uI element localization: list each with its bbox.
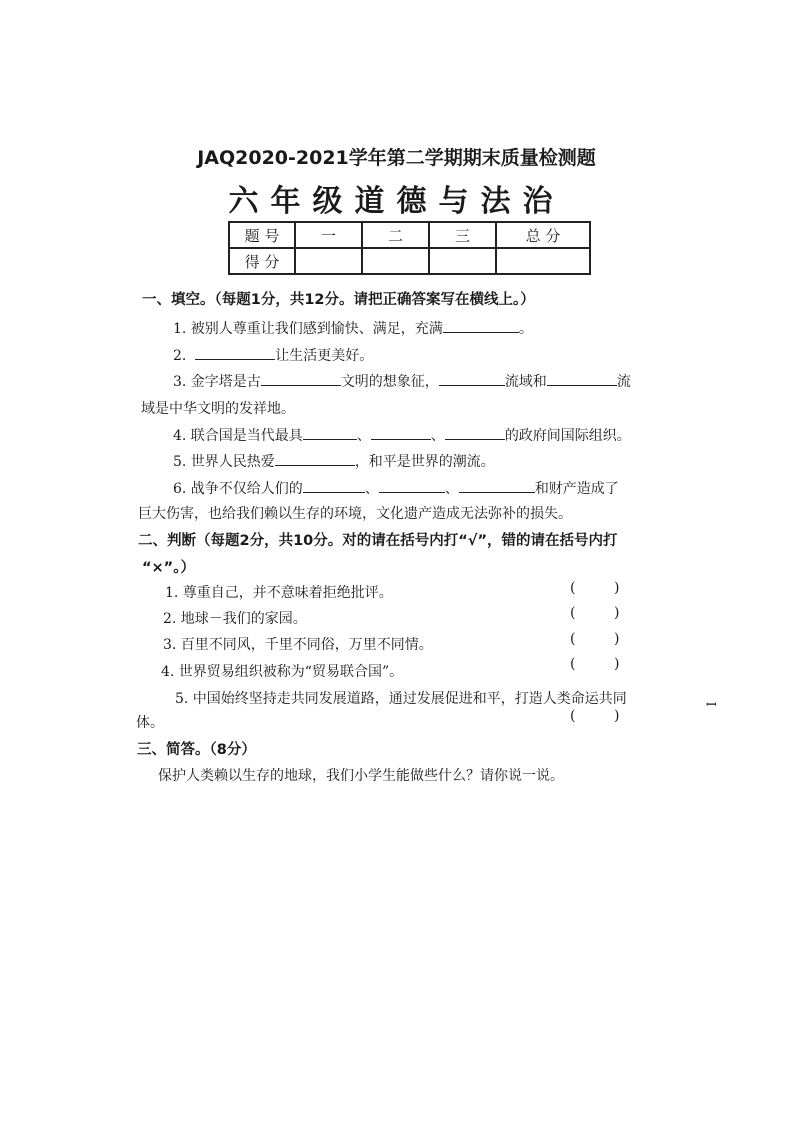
question-text: 的政府间国际组织。 — [504, 428, 631, 444]
question-text: 1. 被别人尊重让我们感到愉快、满足，充满 — [173, 321, 443, 337]
score-cell: 总 分 — [496, 222, 590, 248]
separator: 、 — [430, 428, 445, 444]
score-cell: 题 号 — [229, 222, 295, 248]
answer-parentheses[interactable] — [570, 656, 619, 672]
question-text: 3. 金字塔是古 — [173, 374, 261, 390]
question-text: ，和平是世界的潮流。 — [354, 454, 495, 470]
score-table-score-row — [229, 248, 590, 274]
score-input-cell[interactable] — [362, 248, 429, 274]
score-cell: 二 — [362, 222, 429, 248]
score-input-cell[interactable] — [496, 248, 590, 274]
fill-question-6-cont: 巨大伤害，也给我们赖以生存的环境，文化遗产造成无法弥补的损失。 — [138, 506, 572, 522]
answer-blank[interactable] — [303, 477, 365, 493]
answer-blank[interactable] — [303, 424, 357, 440]
score-table — [228, 221, 591, 275]
answer-blank[interactable] — [275, 450, 355, 466]
fill-question-4 — [173, 424, 631, 445]
separator: 、 — [356, 428, 371, 444]
short-answer-question: 保护人类赖以生存的地球，我们小学生能做些什么？请你说一说。 — [158, 768, 564, 784]
answer-blank[interactable] — [445, 424, 505, 440]
fill-question-1 — [173, 317, 533, 338]
answer-parentheses[interactable] — [570, 631, 619, 647]
score-cell: 一 — [295, 222, 362, 248]
subject-title: 六年级道德与法治 — [228, 184, 565, 219]
fill-question-6 — [173, 477, 619, 498]
paren-open: ( — [570, 708, 576, 724]
fill-question-3-cont: 域是中华文明的发祥地。 — [141, 401, 295, 417]
paren-open: ( — [570, 631, 576, 647]
question-text: 和财产造成了 — [534, 481, 619, 497]
paren-close: ) — [614, 580, 620, 596]
question-text: 。 — [518, 321, 533, 337]
answer-blank[interactable] — [439, 370, 505, 386]
paren-open: ( — [570, 656, 576, 672]
judge-item-3: 3. 百里不同风，千里不同俗，万里不同情。 — [163, 637, 433, 653]
section1-heading: 一、填空。（每题1分，共12分。请把正确答案写在横线上。） — [142, 292, 535, 308]
section3-heading: 三、简答。（8分） — [137, 742, 256, 758]
answer-parentheses[interactable] — [570, 605, 619, 621]
question-text: 5. 世界人民热爱 — [173, 454, 275, 470]
answer-parentheses[interactable] — [570, 708, 619, 724]
judge-item-5: 5. 中国始终坚持走共同发展道路，通过发展促进和平，打造人类命运共同 — [175, 691, 627, 707]
fill-question-5 — [173, 450, 495, 471]
question-text: 4. 联合国是当代最具 — [173, 428, 303, 444]
judge-item-1: 1. 尊重自己，并不意味着拒绝批评。 — [165, 585, 393, 601]
fill-question-2 — [173, 344, 373, 365]
fill-question-3 — [173, 370, 631, 391]
separator: 、 — [364, 481, 379, 497]
question-text: 2. — [173, 348, 187, 364]
answer-blank[interactable] — [459, 477, 535, 493]
question-text: 流域和 — [504, 374, 547, 390]
judge-item-5-cont: 体。 — [136, 715, 164, 731]
answer-blank[interactable] — [443, 317, 519, 333]
question-text: 让生活更美好。 — [275, 348, 374, 364]
judge-item-2: 2. 地球－我们的家园。 — [163, 611, 307, 627]
question-text: 6. 战争不仅给人们的 — [173, 481, 303, 497]
paren-open: ( — [570, 605, 576, 621]
answer-parentheses[interactable] — [570, 580, 619, 596]
answer-blank[interactable] — [547, 370, 617, 386]
answer-blank[interactable] — [261, 370, 341, 386]
judge-item-4: 4. 世界贸易组织被称为“贸易联合国”。 — [161, 664, 404, 680]
score-input-cell[interactable] — [429, 248, 496, 274]
section2-heading: 二、判断（每题2分，共10分。对的请在括号内打“√”，错的请在括号内打 — [138, 533, 618, 549]
paren-close: ) — [614, 656, 620, 672]
score-table-header-row — [229, 222, 590, 248]
margin-mark: ꟷ — [706, 698, 717, 713]
separator: 、 — [444, 481, 459, 497]
paren-open: ( — [570, 580, 576, 596]
paren-close: ) — [614, 708, 620, 724]
answer-blank[interactable] — [195, 344, 275, 360]
answer-blank[interactable] — [371, 424, 431, 440]
paren-close: ) — [614, 605, 620, 621]
score-cell: 得 分 — [229, 248, 295, 274]
score-input-cell[interactable] — [295, 248, 362, 274]
question-text: 文明的想象征， — [340, 374, 439, 390]
exam-title: JAQ2020-2021学年第二学期期末质量检测题 — [197, 147, 596, 169]
question-text: 流 — [616, 374, 631, 390]
paren-close: ) — [614, 631, 620, 647]
answer-blank[interactable] — [379, 477, 445, 493]
section2-heading-cont: “×”。） — [142, 560, 195, 576]
score-cell: 三 — [429, 222, 496, 248]
